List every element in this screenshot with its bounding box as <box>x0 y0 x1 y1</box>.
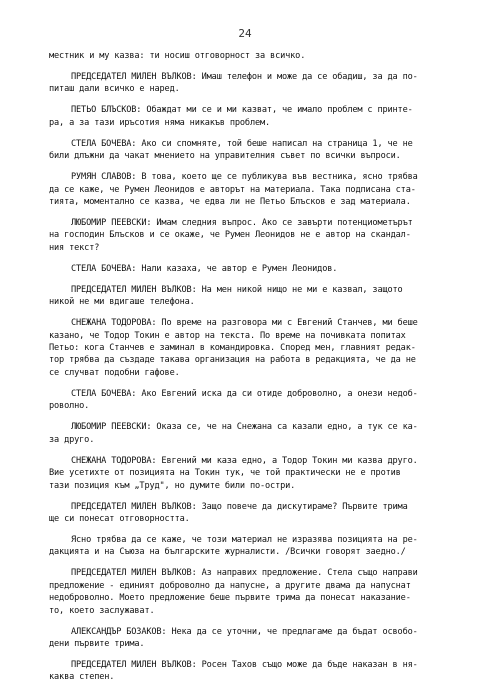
text-line: то, което заслужават. <box>49 605 155 616</box>
text-line: ЛЮБОМИР ПЕЕВСКИ: Имам следния въпрос. Ако се завърти потенциометърът <box>71 218 413 229</box>
text-line: РУМЯН СЛАВОВ: В това, което ще се публикува във вестника, ясно трябва <box>71 172 418 183</box>
text-line: ПРЕДСЕДАТЕЛ МИЛЕН ВЪЛКОВ: Защо повече да дискутираме? Първите трима <box>71 501 408 512</box>
text-line: се случват подобни гафове. <box>49 367 180 378</box>
text-line: СНЕЖАНА ТОДОРОВА: По време на разговора ми с Евгений Станчев, ми беше <box>71 318 418 329</box>
paragraph <box>49 317 447 379</box>
text-line: Вие усетихте от позицията на Токин тук, че той практически не е против <box>49 468 401 479</box>
text-line: питаш дали всичко е наред. <box>49 84 180 95</box>
paragraph <box>49 263 447 275</box>
text-line: СТЕЛА БОЧЕВА: Ако Евгений иска да си отиде доброволно, а онези недоб- <box>71 388 418 399</box>
text-line: СТЕЛА БОЧЕВА: Ако си спомняте, той беше написал на страница 1, че не <box>71 138 413 149</box>
text-line: Ясно трябва да се каже, че този материал не изразява позицията на ре- <box>71 534 418 545</box>
text-line: тази позиция към „Труд", но думите били по-остри. <box>49 480 296 491</box>
paragraph <box>49 50 447 62</box>
text-line: АЛЕКСАНДЪР БОЗАКОВ: Нека да се уточни, че предлагаме да бъдат освобо- <box>71 626 418 637</box>
text-line: казано, че Тодор Токин е автор на текста. По време на почивката попитах <box>49 330 406 341</box>
paragraph <box>49 104 447 129</box>
text-line: на господин Блъсков и се окаже, че Румен Леонидов не е автор на скандал- <box>49 230 411 241</box>
text-line: СТЕЛА БОЧЕВА: Нали казаха, че автор е Румен Леонидов. <box>71 263 338 274</box>
text-line: тията, моментално се казва, че едва ли не Петьо Блъсков е зад материала. <box>49 197 411 208</box>
text-line: за друго. <box>49 434 95 445</box>
paragraph <box>49 567 447 617</box>
text-line: СНЕЖАНА ТОДОРОВА: Евгений ми каза едно, а Тодор Токин ми казва друго. <box>71 455 418 466</box>
text-line: недоброволно. Моето предложение беше първите трима да понесат наказание- <box>49 593 411 604</box>
paragraph <box>49 455 447 492</box>
text-line: ра, а за тази иръсотия няма никакъв проблем. <box>49 117 271 128</box>
text-line: местник и му казва: ти носиш отговорност за всичко. <box>49 51 306 61</box>
page-number: 24 <box>238 27 252 40</box>
text-line: роволно. <box>49 401 90 412</box>
paragraph <box>49 421 447 446</box>
text-line: тор трябва да създаде такава организация на работа в редакцията, че да не <box>49 355 416 366</box>
paragraph <box>49 534 447 559</box>
document-body <box>49 50 447 692</box>
paragraph <box>49 171 447 208</box>
text-line: дакцията и на Съюза на българските журналисти. /Всички говорят заедно./ <box>49 547 406 558</box>
text-line: ПЕТЬО БЛЪСКОВ: Обаждат ми се и ми казват, че имало проблем с принте- <box>71 105 413 116</box>
paragraph <box>49 138 447 163</box>
text-line: ПРЕДСЕДАТЕЛ МИЛЕН ВЪЛКОВ: Аз направих предложение. Стела също направи <box>71 568 418 579</box>
paragraph <box>49 659 447 684</box>
text-line: ПРЕДСЕДАТЕЛ МИЛЕН ВЪЛКОВ: На мен никой нищо не ми е казвал, защото <box>71 284 403 295</box>
text-line: били длъжни да чакат мнението на управителния съвет по всички въпроси. <box>49 151 401 162</box>
text-line: ПРЕДСЕДАТЕЛ МИЛЕН ВЪЛКОВ: Росен Тахов също може да бъде наказан в ня- <box>71 659 418 670</box>
text-line: ЛЮБОМИР ПЕЕВСКИ: Оказа се, че на Снежана са казали едно, а тук се ка- <box>71 422 418 433</box>
text-line: ния текст? <box>49 242 100 253</box>
text-line: дени първите трима. <box>49 638 145 649</box>
text-line: предложение - единият доброволно да напусне, а другите двама да напуснат <box>49 580 411 591</box>
paragraph <box>49 284 447 309</box>
text-line: Петьо: кога Станчев е заминал в командировка. Според мен, главният редак- <box>49 343 416 354</box>
paragraph <box>49 71 447 96</box>
paragraph <box>49 626 447 651</box>
text-line: никой не ми вдигаше телефона. <box>49 297 195 308</box>
text-line: каква степен. <box>49 672 115 683</box>
text-line: да се каже, че Румен Леонидов е авторът на материала. Така подписана ста- <box>49 184 416 195</box>
text-line: ще си понесат отговорността. <box>49 513 190 524</box>
paragraph <box>49 217 447 254</box>
text-line: ПРЕДСЕДАТЕЛ МИЛЕН ВЪЛКОВ: Имаш телефон и може да се обадиш, за да по- <box>71 72 418 82</box>
paragraph <box>49 501 447 526</box>
paragraph <box>49 388 447 413</box>
